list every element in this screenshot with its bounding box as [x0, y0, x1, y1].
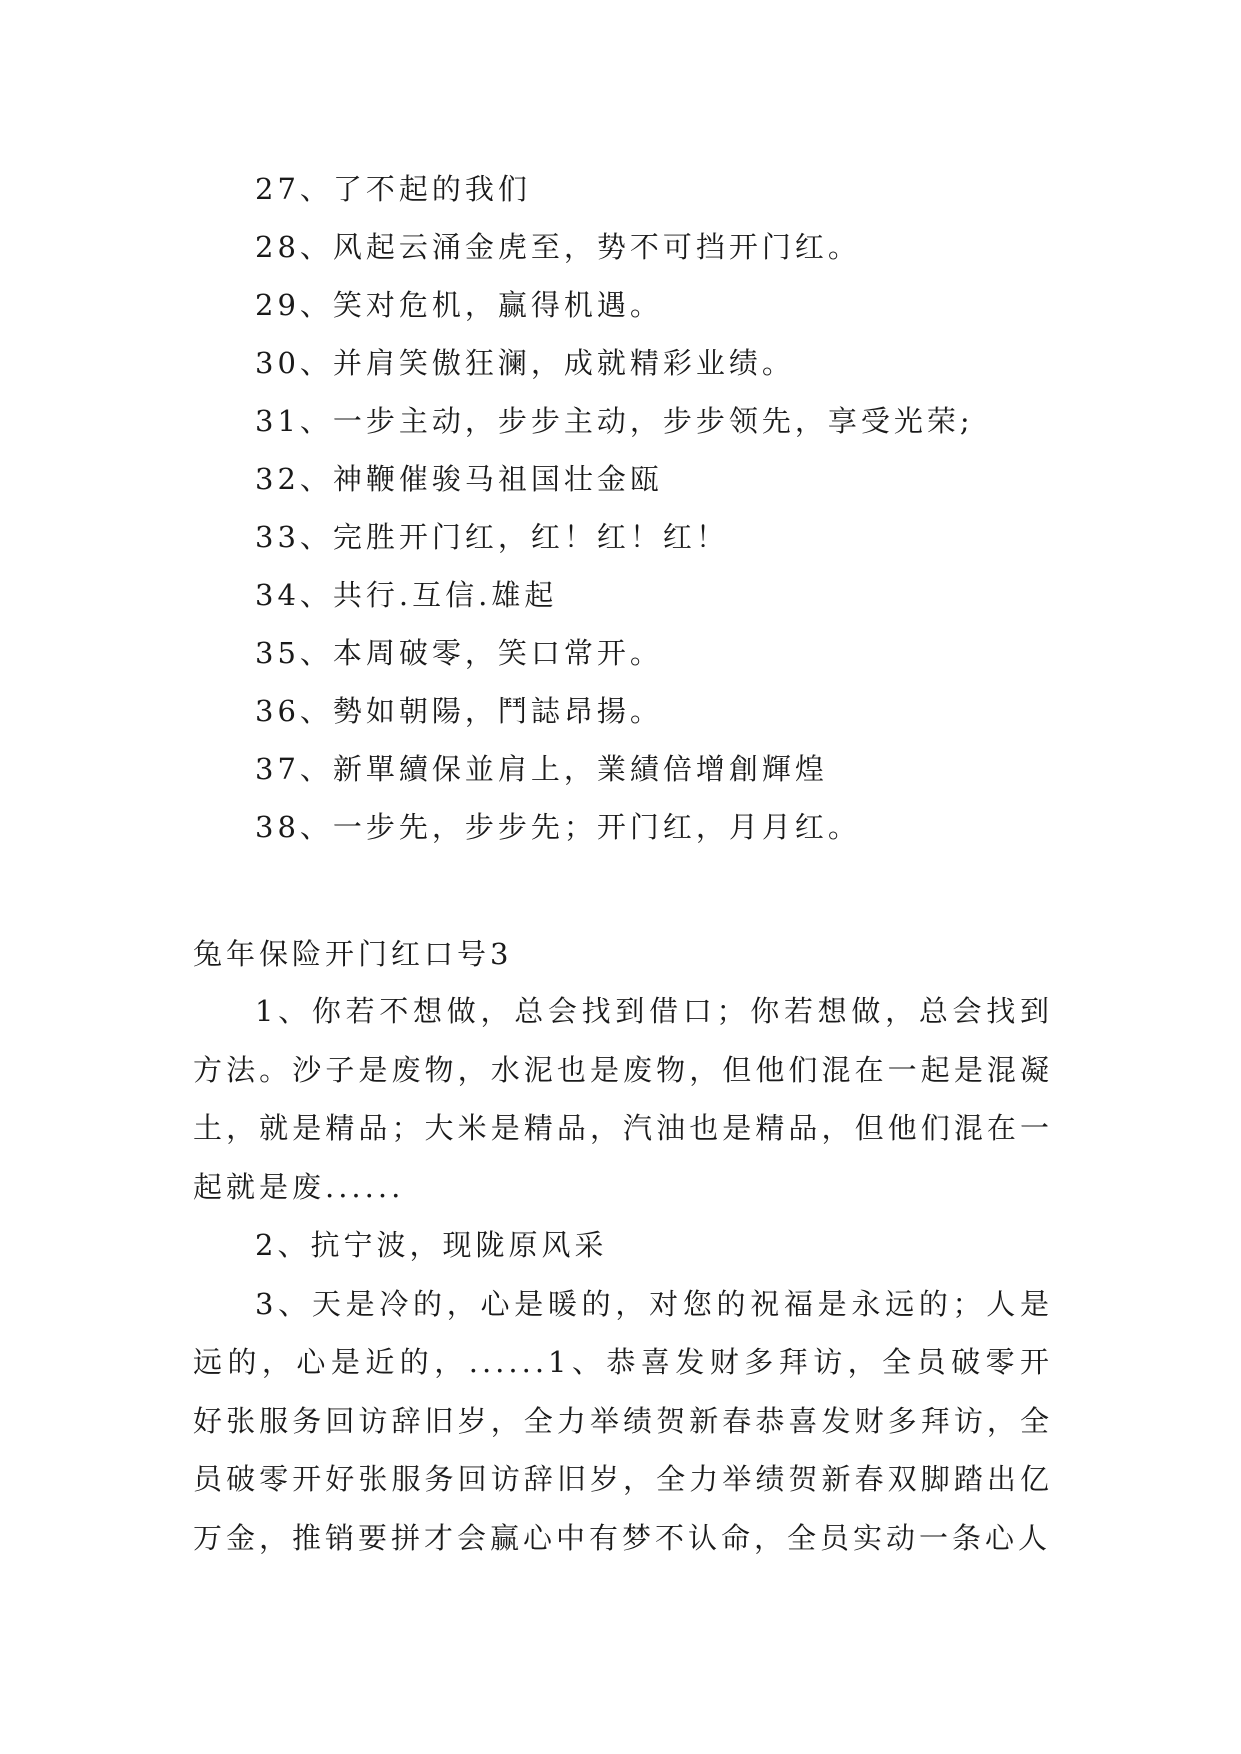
- list-item: 38、一步先，步步先；开门红，月月红。: [255, 810, 861, 844]
- list-item: 28、风起云涌金虎至，势不可挡开门红。: [255, 230, 861, 264]
- section-heading: 兔年保险开门红口号3: [193, 937, 513, 971]
- slogan-list: [255, 160, 1115, 856]
- list-item: 35、本周破零，笑口常开。: [255, 636, 663, 670]
- list-item: 27、了不起的我们: [255, 172, 531, 206]
- paragraph: 3、天是冷的，心是暖的，对您的祝福是永远的；人是远的，心是近的，......1、恭喜发财多拜访，全员破零开好张服务回访辞旧岁，全力举绩贺新春恭喜发财多拜访，全员破零开好张服务回访辞旧岁，全力举绩贺新春双脚踏出亿万金，推销要拼才会赢心中有梦不认命，全员实动一条心人: [193, 1286, 1053, 1555]
- section-body: [193, 982, 1053, 1567]
- list-item: 34、共行.互信.雄起: [255, 578, 558, 612]
- paragraph: 1、你若不想做，总会找到借口；你若想做，总会找到方法。沙子是废物，水泥也是废物，但他们混在一起是混凝土，就是精品；大米是精品，汽油也是精品，但他们混在一起就是废......: [193, 994, 1053, 1204]
- list-item: 36、勢如朝陽，鬥誌昂揚。: [255, 694, 663, 728]
- list-item: 32、神鞭催骏马祖国壮金瓯: [255, 462, 663, 496]
- list-item: 29、笑对危机，赢得机遇。: [255, 288, 663, 322]
- list-item: 30、并肩笑傲狂澜，成就精彩业绩。: [255, 346, 795, 380]
- list-item: 37、新單續保並肩上，業績倍增創輝煌: [255, 752, 828, 786]
- paragraph: 2、抗宁波，现陇原风采: [255, 1228, 608, 1262]
- list-item: 31、一步主动，步步主动，步步领先，享受光荣;: [255, 404, 974, 438]
- list-item: 33、完胜开门红，红！红！红！: [255, 520, 729, 554]
